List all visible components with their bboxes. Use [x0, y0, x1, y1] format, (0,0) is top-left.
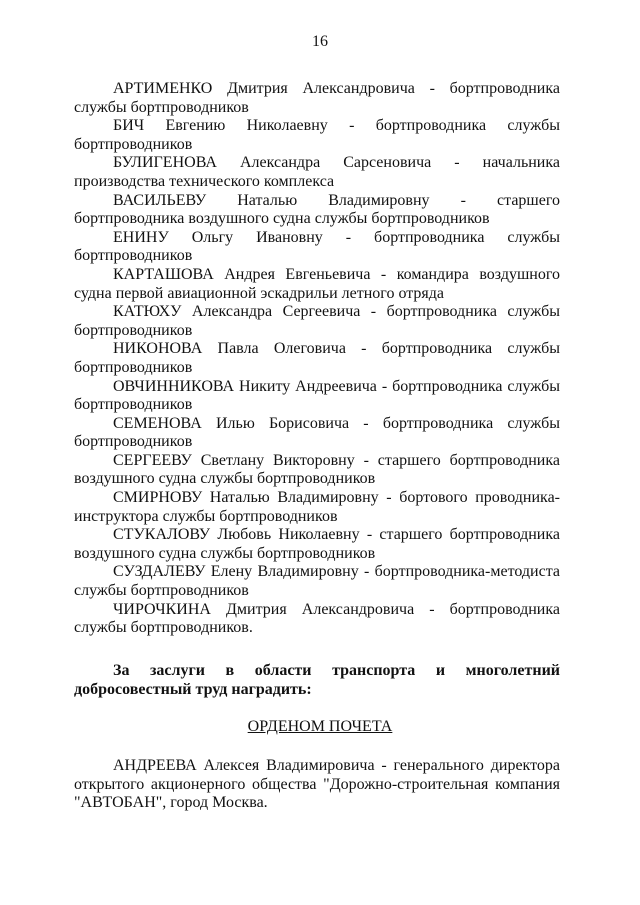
recipient-entry: БИЧ Евгению Николаевну - бортпроводника службы бортпроводников	[74, 117, 560, 153]
order-title: ОРДЕНОМ ПОЧЕТА	[247, 718, 393, 735]
award-recipient-list	[74, 80, 560, 638]
page-number: 16	[312, 33, 328, 50]
award-heading: За заслуги в области транспорта и многолетний добросовестный труд наградить:	[74, 662, 560, 698]
recipient-entry: СМИРНОВУ Наталью Владимировну - бортового проводника-инструктора службы бортпроводников	[74, 489, 560, 525]
final-recipient-entry: АНДРЕЕВА Алексея Владимировича - генерального директора открытого акционерного общества "Дорожно-строительная компания "АВТОБАН", город Москва.	[74, 757, 560, 812]
recipient-entry: АРТИМЕНКО Дмитрия Александровича - бортпроводника службы бортпроводников	[74, 80, 560, 116]
recipient-entry: ВАСИЛЬЕВУ Наталью Владимировну - старшего бортпроводника воздушного судна службы бортпроводников	[74, 191, 560, 228]
recipient-entry: БУЛИГЕНОВА Александра Сарсеновича - начальника производства технического комплекса	[74, 154, 560, 190]
recipient-entry: СТУКАЛОВУ Любовь Николаевну - старшего бортпроводника воздушного судна службы бортпроводников	[74, 526, 560, 562]
recipient-entry: СЕМЕНОВА Илью Борисовича - бортпроводника службы бортпроводников	[74, 414, 560, 451]
recipient-entry: СЕРГЕЕВУ Светлану Викторовну - старшего бортпроводника воздушного судна службы бортпроводников	[74, 451, 560, 488]
recipient-entry: КАТЮХУ Александра Сергеевича - бортпроводника службы бортпроводников	[74, 303, 560, 339]
recipient-entry: ОВЧИННИКОВА Никиту Андреевича - бортпроводника службы бортпроводников	[74, 377, 560, 414]
recipient-entry: КАРТАШОВА Андрея Евгеньевича - командира воздушного судна первой авиационной эскадрильи летного отряда	[74, 265, 560, 302]
recipient-entry: СУЗДАЛЕВУ Елену Владимировну - бортпроводника-методиста службы бортпроводников	[74, 563, 560, 600]
recipient-entry: ЕНИНУ Ольгу Ивановну - бортпроводника службы бортпроводников	[74, 228, 560, 265]
recipient-entry: НИКОНОВА Павла Олеговича - бортпроводника службы бортпроводников	[74, 340, 560, 376]
recipient-entry: ЧИРОЧКИНА Дмитрия Александровича - бортпроводника службы бортпроводников.	[74, 600, 560, 637]
